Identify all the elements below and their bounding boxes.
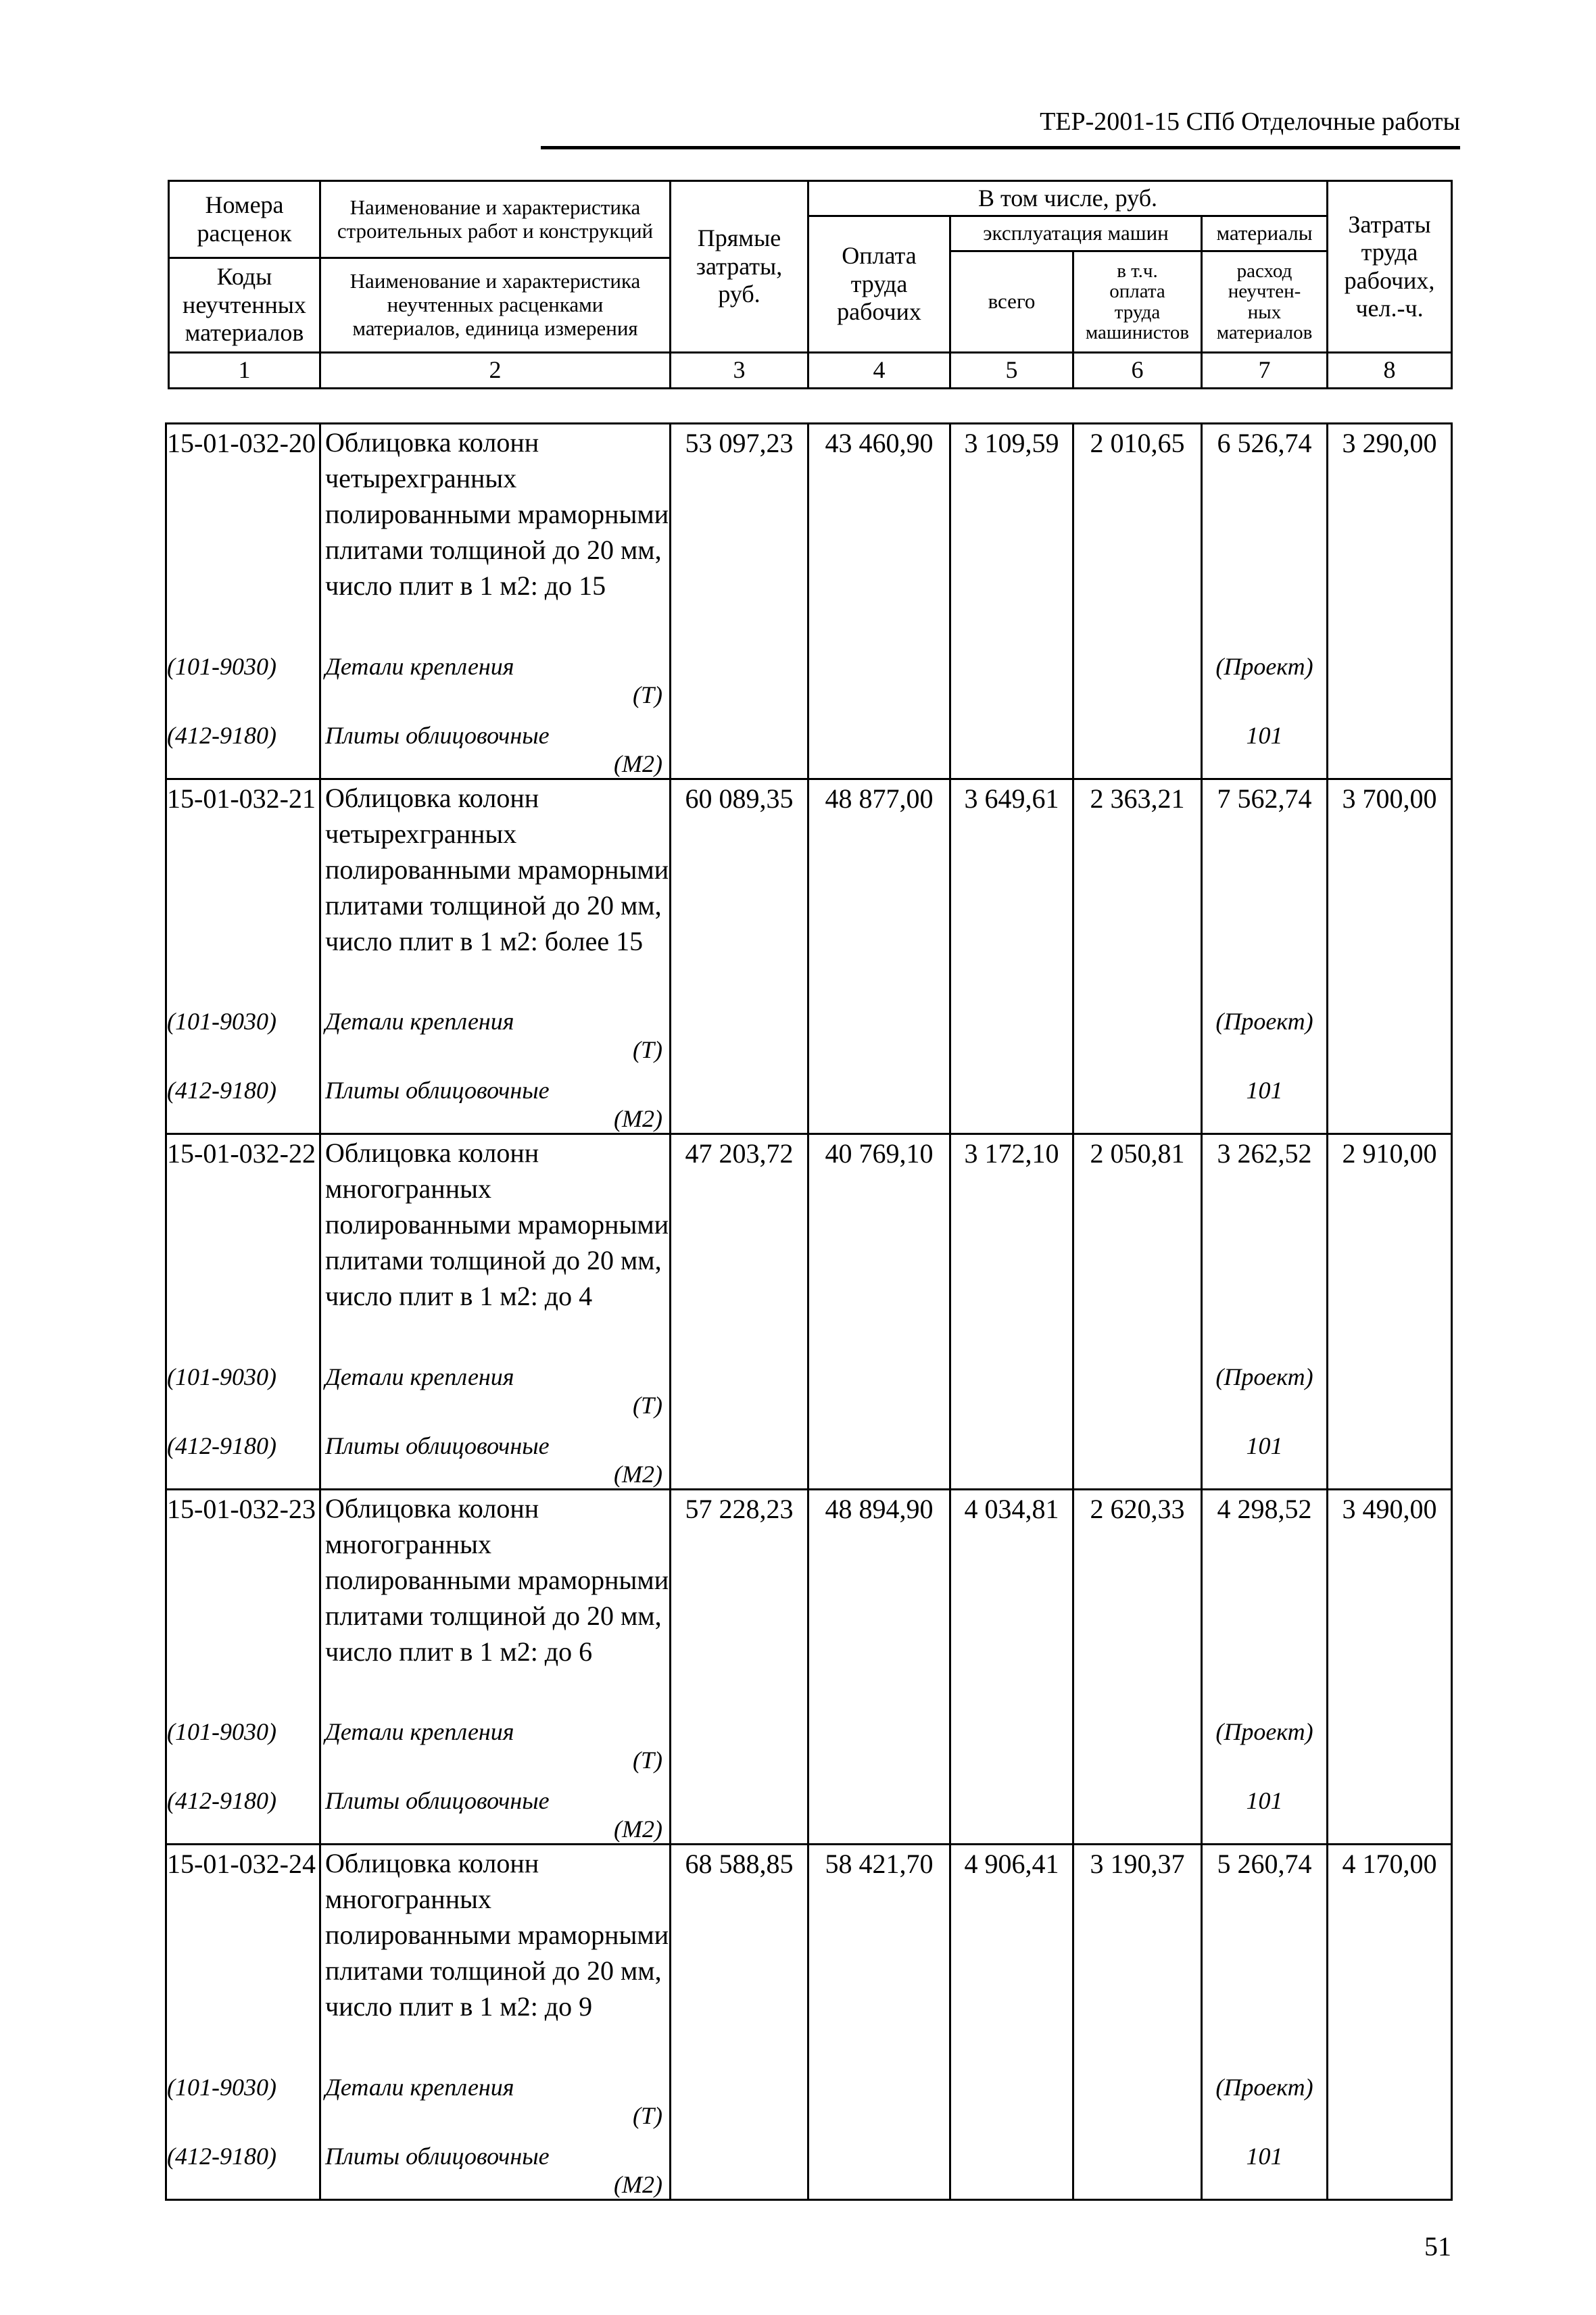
material-code: (101-9030) xyxy=(166,1344,320,1425)
rate-value: 3 190,37 xyxy=(1073,1845,1202,2054)
col1-header-top: Номера расценок xyxy=(169,181,320,258)
materials-header: материалы xyxy=(1202,216,1328,251)
material-name-cell xyxy=(320,2135,671,2200)
unaccounted-row xyxy=(166,1344,1452,1425)
col-number: 8 xyxy=(1328,353,1452,389)
rate-value: 4 034,81 xyxy=(950,1489,1073,1699)
col-number: 3 xyxy=(671,353,808,389)
material-consumption: (Проект) xyxy=(1202,633,1328,714)
unaccounted-row xyxy=(166,1780,1452,1845)
material-name: Детали крепления xyxy=(325,1008,514,1035)
rate-value: 2 010,65 xyxy=(1073,424,1202,633)
rate-title: Облицовка колонн четырехгранных полированными мраморными плитами толщиной до 20 мм, число плит в 1 м2: более 15 xyxy=(320,779,671,988)
rate-value: 4 170,00 xyxy=(1328,1845,1452,2054)
col-number: 4 xyxy=(808,353,950,389)
material-name-cell xyxy=(320,633,671,714)
material-unit: (М2) xyxy=(614,2170,662,2198)
material-consumption: (Проект) xyxy=(1202,1699,1328,1780)
col7-header: расход неучтен- ных материалов xyxy=(1202,251,1328,353)
material-code: (412-9180) xyxy=(166,714,320,779)
material-name: Детали крепления xyxy=(325,2073,514,2101)
rate-value: 7 562,74 xyxy=(1202,779,1328,988)
unaccounted-row xyxy=(166,1425,1452,1490)
rates-table xyxy=(165,422,1453,2201)
material-consumption: (Проект) xyxy=(1202,1344,1328,1425)
material-consumption: 101 xyxy=(1202,1069,1328,1134)
material-name-cell xyxy=(320,2054,671,2135)
material-code: (101-9030) xyxy=(166,633,320,714)
material-unit: (М2) xyxy=(614,1816,662,1843)
document-title: ТЕР-2001-15 СПб Отделочные работы xyxy=(541,101,1460,149)
col2-header-bottom: Наименование и характеристика неучтенных расценками материалов, единица измерения xyxy=(320,258,671,353)
material-name: Плиты облицовочные xyxy=(325,1787,550,1814)
material-unit: (М2) xyxy=(614,1105,662,1132)
material-name-cell xyxy=(320,714,671,779)
material-consumption: (Проект) xyxy=(1202,2054,1328,2135)
rate-code: 15-01-032-21 xyxy=(166,779,320,988)
material-code: (412-9180) xyxy=(166,1425,320,1490)
rate-row xyxy=(166,779,1452,988)
material-unit: (Т) xyxy=(633,2101,662,2129)
rate-value: 2 910,00 xyxy=(1328,1134,1452,1344)
rate-value: 68 588,85 xyxy=(671,1845,808,2054)
unaccounted-row xyxy=(166,714,1452,779)
rate-code: 15-01-032-24 xyxy=(166,1845,320,2054)
material-name: Детали крепления xyxy=(325,652,514,680)
rate-value: 58 421,70 xyxy=(808,1845,950,2054)
material-unit: (Т) xyxy=(633,681,662,708)
col-number: 5 xyxy=(950,353,1073,389)
col2-header-top: Наименование и характеристика строительных работ и конструкций xyxy=(320,181,671,258)
material-name: Плиты облицовочные xyxy=(325,1077,550,1104)
unaccounted-row xyxy=(166,633,1452,714)
machines-header: эксплуатация машин xyxy=(950,216,1202,251)
rate-value: 57 228,23 xyxy=(671,1489,808,1699)
material-name: Плиты облицовочные xyxy=(325,1432,550,1459)
rate-value: 5 260,74 xyxy=(1202,1845,1328,2054)
rate-row xyxy=(166,1489,1452,1699)
col-number: 6 xyxy=(1073,353,1202,389)
material-consumption: (Проект) xyxy=(1202,988,1328,1069)
col-number: 2 xyxy=(320,353,671,389)
rate-row xyxy=(166,1845,1452,2054)
material-unit: (Т) xyxy=(633,1391,662,1419)
material-unit: (М2) xyxy=(614,1460,662,1488)
col6-header: в т.ч. оплата труда машинистов xyxy=(1073,251,1202,353)
unaccounted-row xyxy=(166,2135,1452,2200)
rate-value: 3 290,00 xyxy=(1328,424,1452,633)
rate-value: 3 700,00 xyxy=(1328,779,1452,988)
material-consumption: 101 xyxy=(1202,1780,1328,1845)
rate-value: 43 460,90 xyxy=(808,424,950,633)
material-code: (101-9030) xyxy=(166,988,320,1069)
material-name-cell xyxy=(320,1425,671,1490)
rate-value: 6 526,74 xyxy=(1202,424,1328,633)
col4-header: Оплата труда рабочих xyxy=(808,216,950,353)
rate-title: Облицовка колонн многогранных полированными мраморными плитами толщиной до 20 мм, число плит в 1 м2: до 6 xyxy=(320,1489,671,1699)
rate-value: 3 109,59 xyxy=(950,424,1073,633)
rate-value: 47 203,72 xyxy=(671,1134,808,1344)
material-name-cell xyxy=(320,1344,671,1425)
col3-header: Прямые затраты, руб. xyxy=(671,181,808,353)
rate-value: 53 097,23 xyxy=(671,424,808,633)
col-group-header: В том числе, руб. xyxy=(808,181,1328,216)
material-name: Детали крепления xyxy=(325,1718,514,1745)
material-consumption: 101 xyxy=(1202,714,1328,779)
material-name: Плиты облицовочные xyxy=(325,721,550,749)
material-name-cell xyxy=(320,1069,671,1134)
rate-value: 48 894,90 xyxy=(808,1489,950,1699)
rate-code: 15-01-032-22 xyxy=(166,1134,320,1344)
column-header-table xyxy=(168,180,1453,389)
rate-title: Облицовка колонн многогранных полированными мраморными плитами толщиной до 20 мм, число плит в 1 м2: до 9 xyxy=(320,1845,671,2054)
material-code: (101-9030) xyxy=(166,1699,320,1780)
rate-value: 3 172,10 xyxy=(950,1134,1073,1344)
rate-value: 2 620,33 xyxy=(1073,1489,1202,1699)
rate-value: 3 649,61 xyxy=(950,779,1073,988)
rate-title: Облицовка колонн многогранных полированными мраморными плитами толщиной до 20 мм, число плит в 1 м2: до 4 xyxy=(320,1134,671,1344)
col5-header: всего xyxy=(950,251,1073,353)
material-name: Детали крепления xyxy=(325,1363,514,1390)
unaccounted-row xyxy=(166,1069,1452,1134)
rate-value: 2 050,81 xyxy=(1073,1134,1202,1344)
rate-value: 3 490,00 xyxy=(1328,1489,1452,1699)
rate-code: 15-01-032-20 xyxy=(166,424,320,633)
rate-value: 60 089,35 xyxy=(671,779,808,988)
rate-value: 40 769,10 xyxy=(808,1134,950,1344)
rate-value: 2 363,21 xyxy=(1073,779,1202,988)
material-code: (412-9180) xyxy=(166,1780,320,1845)
unaccounted-row xyxy=(166,1699,1452,1780)
material-consumption: 101 xyxy=(1202,1425,1328,1490)
material-code: (412-9180) xyxy=(166,2135,320,2200)
material-name: Плиты облицовочные xyxy=(325,2142,550,2170)
unaccounted-row xyxy=(166,988,1452,1069)
col-number: 7 xyxy=(1202,353,1328,389)
material-unit: (Т) xyxy=(633,1036,662,1063)
rate-code: 15-01-032-23 xyxy=(166,1489,320,1699)
col1-header-bottom: Коды неучтенных материалов xyxy=(169,258,320,353)
unaccounted-row xyxy=(166,2054,1452,2135)
rate-value: 48 877,00 xyxy=(808,779,950,988)
rate-row xyxy=(166,1134,1452,1344)
page-number: 51 xyxy=(1424,2231,1451,2262)
material-unit: (Т) xyxy=(633,1747,662,1774)
rate-title: Облицовка колонн четырехгранных полированными мраморными плитами толщиной до 20 мм, число плит в 1 м2: до 15 xyxy=(320,424,671,633)
rate-value: 3 262,52 xyxy=(1202,1134,1328,1344)
material-consumption: 101 xyxy=(1202,2135,1328,2200)
material-unit: (М2) xyxy=(614,750,662,777)
material-code: (412-9180) xyxy=(166,1069,320,1134)
material-name-cell xyxy=(320,1699,671,1780)
rate-row xyxy=(166,424,1452,633)
rate-value: 4 906,41 xyxy=(950,1845,1073,2054)
col-number: 1 xyxy=(169,353,320,389)
material-name-cell xyxy=(320,988,671,1069)
material-name-cell xyxy=(320,1780,671,1845)
material-code: (101-9030) xyxy=(166,2054,320,2135)
rate-value: 4 298,52 xyxy=(1202,1489,1328,1699)
col8-header: Затраты труда рабочих, чел.-ч. xyxy=(1328,181,1452,353)
